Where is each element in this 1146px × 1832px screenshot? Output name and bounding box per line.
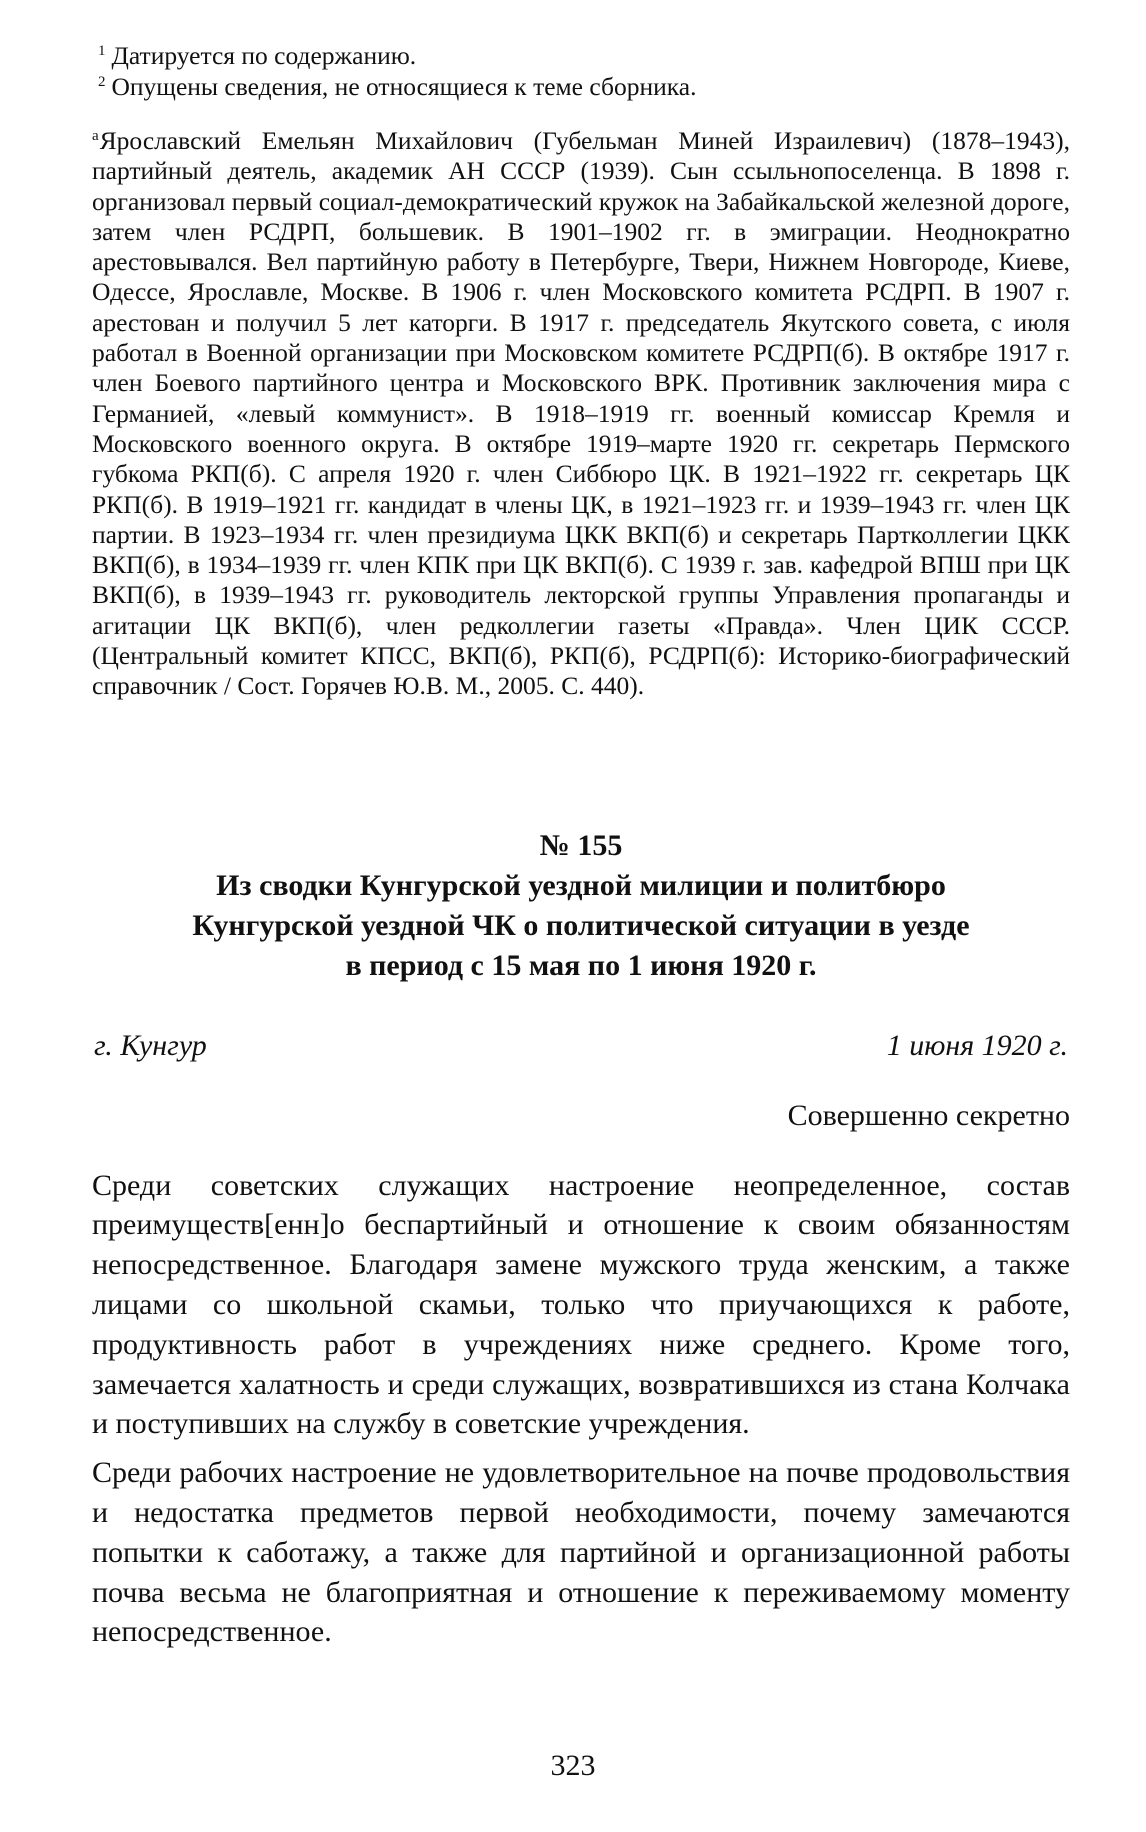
page-number: 323: [550, 1749, 596, 1782]
footnote-2-text: Опущены сведения, не относящиеся к теме сборника.: [111, 72, 697, 101]
footnote-2: [98, 71, 1070, 102]
document-title-line-2: Кунгурской уездной ЧК о политической ситуации в уезде: [192, 908, 970, 942]
document-date: 1 июня 1920 г.: [886, 1028, 1068, 1062]
biographical-note-text: Ярославский Емельян Михайлович (Губельман Миней Израилевич) (1878–1943), партийный деятель, академик АН СССР (1939). Сын ссыльнопоселенца. В 1898 г. организовал первый социал-демократический кружок на Забайкальской железной дороге, затем член РСДРП, большевик. В 1901–1902 гг. в эмиграции. Неоднократно арестовывался. Вел партийную работу в Петербурге, Твери, Нижнем Новгороде, Киеве, Одессе, Ярославле, Москве. В 1906 г. член Московского комитета РСДРП. В 1907 г. арестован и получил 5 лет каторги. В 1917 г. председатель Якутского совета, с июля работал в Военной организации при Московском комитете РСДРП(б). В октябре 1917 г. член Боевого партийного центра и Московского ВРК. Противник заключения мира с Германией, «левый коммунист». В 1918–1919 гг. военный комиссар Кремля и Московского военного округа. В октябре 1919–марте 1920 гг. секретарь Пермского губкома РКП(б). С апреля 1920 г. член Сиббюро ЦК. В 1921–1922 гг. секретарь ЦК РКП(б). В 1919–1921 гг. кандидат в члены ЦК, в 1921–1923 гг. и 1939–1943 гг. член ЦК партии. В 1923–1934 гг. член президиума ЦКК ВКП(б) и секретарь Партколлегии ЦКК ВКП(б), в 1934–1939 гг. член КПК при ЦК ВКП(б). С 1939 г. зав. кафедрой ВПШ при ЦК ВКП(б), в 1939–1943 гг. руководитель лекторской группы Управления пропаганды и агитации ЦК ВКП(б), член редколлегии газеты «Правда». Член ЦИК СССР. (Центральный комитет КПСС, ВКП(б), РКП(б), РСДРП(б): Историко-биографический справочник / Сост. Горячев Ю.В. М., 2005. С. 440).: [92, 126, 1070, 701]
classification-stamp: Совершенно секретно: [787, 1098, 1070, 1132]
document-title-line-1: Из сводки Кунгурской уездной милиции и политбюро: [216, 868, 946, 902]
body-paragraph-1: Среди советских служащих настроение неопределенное, состав преимуществ[енн]о беспартийный и отношение к своим обязанностям непосредственное. Благодаря замене мужского труда женским, а также лицами со школьной скамьи, только что приучающихся к работе, продуктивность работ в учреждениях ниже среднего. Кроме того, замечается халатность и среди служащих, возвратившихся из стана Колчака и поступивших на службу в советские учреждения.: [92, 1168, 1070, 1441]
page: [92, 40, 1070, 1661]
document-title-line-3: в период с 15 мая по 1 июня 1920 г.: [345, 948, 817, 982]
biographical-note-mark: a: [92, 127, 99, 144]
footnote-1-text: Датируется по содержанию.: [111, 41, 417, 70]
document-place: г. Кунгур: [94, 1028, 207, 1062]
footnote-1-mark: 1: [98, 42, 106, 59]
document-meta: [92, 1026, 1070, 1066]
footnote-2-mark: 2: [98, 73, 106, 90]
document-number: № 155: [539, 828, 623, 862]
footnote-1: [98, 40, 1070, 71]
biographical-note: [92, 126, 1070, 702]
document-heading: [92, 826, 1070, 986]
document-body: [92, 1166, 1070, 1653]
footnotes: [92, 40, 1070, 102]
body-paragraph-2: Среди рабочих настроение не удовлетворительное на почве продовольствия и недостатка предметов первой необходимости, почему замечаются попытки к саботажу, а также для партийной и организационной работы почва весьма не благоприятная и отношение к переживаемому моменту непосредственное.: [92, 1456, 1070, 1649]
